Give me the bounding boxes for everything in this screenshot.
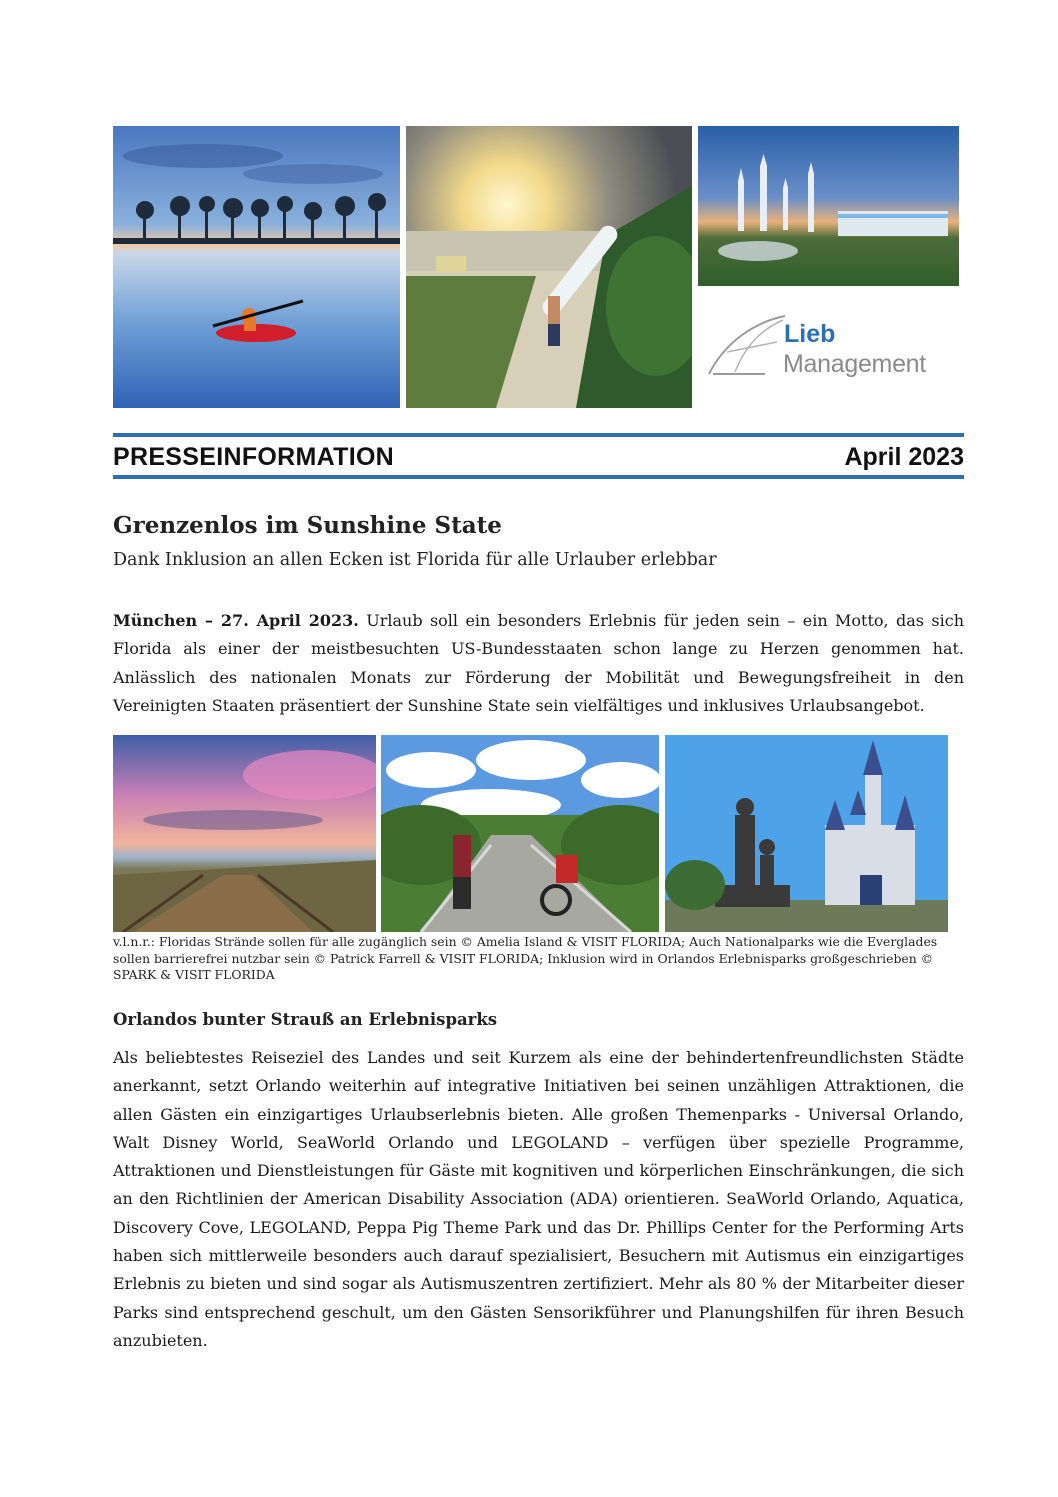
photo-castle-statue bbox=[665, 735, 948, 932]
press-date: April 2023 bbox=[844, 443, 964, 471]
lead-text: Urlaub soll ein besonders Erlebnis für jeden sein – ein Motto, das sich Florida als einer der meistbesuchten US-Bundesstaaten schon lange zu Herzen genommen hat. Anlässlich des nationalen Monats zur Förderung der Mobilität und Bewegungsfreiheit in den Vereinigten Staaten präsentiert der Sunshine State sein vielfältiges und inklusives Urlaubsangebot. bbox=[113, 611, 965, 715]
photo-everglades-path bbox=[381, 735, 659, 932]
logo-mark-icon bbox=[705, 312, 795, 382]
lead-dateline: München – 27. April 2023. bbox=[113, 611, 359, 630]
logo-text-management: Management bbox=[783, 350, 926, 378]
photo-caption: v.l.n.r.: Floridas Strände sollen für alle zugänglich sein © Amelia Island & VISIT FLORIDA; Auch Nationalparks wie die Everglades sollen barrierefrei nutzbar sein © Patrick Farrell & VISIT FLORIDA; Inklusion wird in Orlandos Erlebnisparks großgeschrieben © SPARK & VISIT FLORIDA bbox=[113, 934, 938, 982]
article-headline: Grenzenlos im Sunshine State bbox=[113, 512, 502, 539]
press-label: PRESSEINFORMATION bbox=[113, 443, 395, 471]
logo-text-lieb: Lieb bbox=[784, 320, 836, 348]
section-body: Als beliebtestes Reiseziel des Landes und seit Kurzem als eine der behindertenfreundlichsten Städte anerkannt, setzt Orlando weiterhin auf integrative Initiativen bei seinen unzähligen Attraktionen, die allen Gästen ein einzigartiges Urlaubserlebnis bieten. Alle großen Themenparks - Universal Orlando, Walt Disney World, SeaWorld Orlando und LEGOLAND – verfügen über spezielle Programme, Attraktionen und Dienstleistungen für Gäste mit kognitiven und körperlichen Einschränkungen, die sich an den Richtlinien der American Disability Association (ADA) orientieren. SeaWorld Orlando, Aquatica, Discovery Cove, LEGOLAND, Peppa Pig Theme Park und das Dr. Phillips Center for the Performing Arts haben sich mittlerweile besonders auch darauf spezialisiert, Besuchern mit Autismus ein einzigartiges Erlebnis zu bieten und sind sogar als Autismuszentren zertifiziert. Mehr als 80 % der Mitarbeiter dieser Parks sind entsprechend geschult, um den Gästen Sensorikführer und Planungshilfen für ihren Besuch anzubieten. bbox=[113, 1048, 964, 1350]
lieb-management-logo bbox=[705, 312, 960, 382]
article-subheadline: Dank Inklusion an allen Ecken ist Florida für alle Urlauber erlebbar bbox=[113, 550, 717, 570]
section-title: Orlandos bunter Strauß an Erlebnisparks bbox=[113, 1010, 498, 1029]
photo-space-center bbox=[698, 126, 959, 286]
header-rule-top bbox=[113, 433, 964, 437]
photo-kayak-sunset bbox=[113, 126, 400, 408]
lead-paragraph bbox=[113, 607, 964, 720]
photo-surfer-beach bbox=[406, 126, 692, 408]
photo-boardwalk-beach bbox=[113, 735, 376, 932]
header-rule-bottom bbox=[113, 475, 964, 479]
